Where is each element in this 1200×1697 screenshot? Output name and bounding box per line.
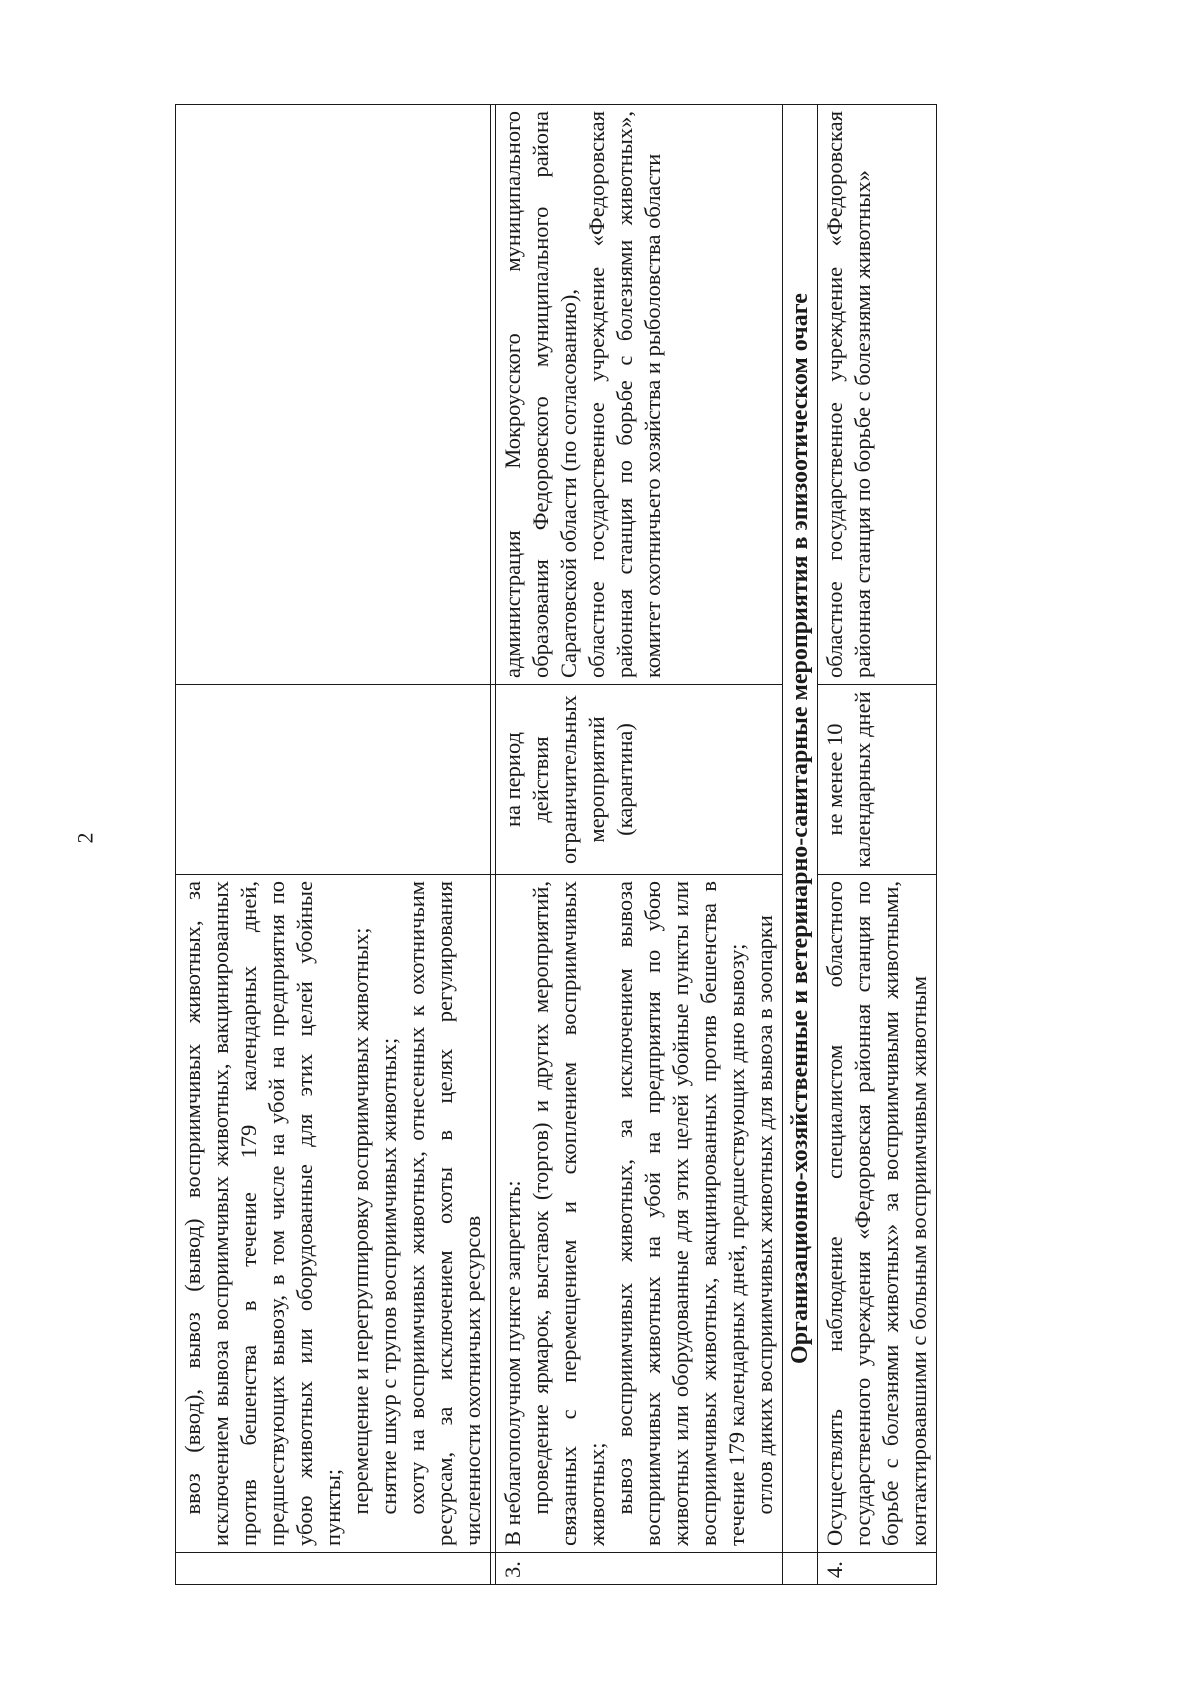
event-paragraph: перемещение и перегруппировку восприимчивых животных; (348, 927, 373, 1515)
term-cell: не менее 10 календарных дней (818, 685, 937, 875)
responsible-cell: областное государственное учреждение «Федоровская районная станция по борьбе с болезнями животных» (818, 105, 937, 685)
section-title: Организационно-хозяйственные и ветеринарно-санитарные мероприятия в эпизоотическом очаге (783, 105, 818, 1553)
responsible-cell (176, 105, 491, 685)
measures-table-wrapper (175, 105, 1055, 1585)
event-paragraph: отлов диких восприимчивых животных для вывоза в зоопарки (752, 915, 777, 1515)
event-cell (176, 875, 491, 1553)
event-cell: Осуществлять наблюдение специалистом областного государственного учреждения «Федоровская районная станция по борьбе с болезнями животных» за восприимчивыми животными, контактировавшими с больным восприимчивым животным (818, 875, 937, 1553)
row-number-cell: 4. (818, 1553, 937, 1585)
event-paragraph: В неблагополучном пункте запретить: (500, 1180, 525, 1546)
row-number-cell (783, 1553, 818, 1585)
table-row (818, 105, 937, 1585)
event-paragraph: снятие шкур с трупов восприимчивых животных; (376, 1037, 401, 1515)
table-row (176, 105, 491, 1585)
event-paragraph: ввоз (ввод), вывоз (вывод) восприимчивых животных, за исключением вывоза восприимчивых животных, вакцинированных против бешенства в течение 179 календарных дней, предшествующих вывозу, в том числе на убой на предприятия по убою животных или оборудованные для этих целей убойные пункты; (180, 881, 345, 1546)
term-cell (176, 685, 491, 875)
event-paragraph: охоту на восприимчивых животных, отнесенных к охотничьим ресурсам, за исключением охоты в целях регулирования численности охотничьих ресурсов (404, 881, 485, 1546)
page-number: 2 (72, 832, 98, 844)
measures-table (175, 104, 937, 1585)
responsible-paragraph: областное государственное учреждение «Федоровская районная станция по борьбе с болезнями животных», комитет охотничьего хозяйства и рыболовства области (584, 111, 665, 678)
row-number-cell (176, 1553, 491, 1585)
event-cell (496, 875, 783, 1553)
row-number-cell: 3. (496, 1553, 783, 1585)
responsible-paragraph: администрация Мокроусского муниципального образования Федоровского муниципального района Саратовской области (по согласованию), (500, 111, 581, 678)
term-cell: на период действия ограничительных мероприятий (карантина) (496, 685, 783, 875)
section-row (783, 105, 818, 1585)
responsible-cell (496, 105, 783, 685)
event-paragraph: проведение ярмарок, выставок (торгов) и других мероприятий, связанных с перемещением и скоплением восприимчивых животных; (528, 881, 609, 1546)
table-row (496, 105, 783, 1585)
event-paragraph: вывоз восприимчивых животных, за исключением вывоза восприимчивых животных на убой на предприятия по убою животных или оборудованные для этих целей убойные пункты или восприимчивых животных, вакцинированных против бешенства в течение 179 календарных дней, предшествующих дню вывозу; (612, 881, 749, 1546)
